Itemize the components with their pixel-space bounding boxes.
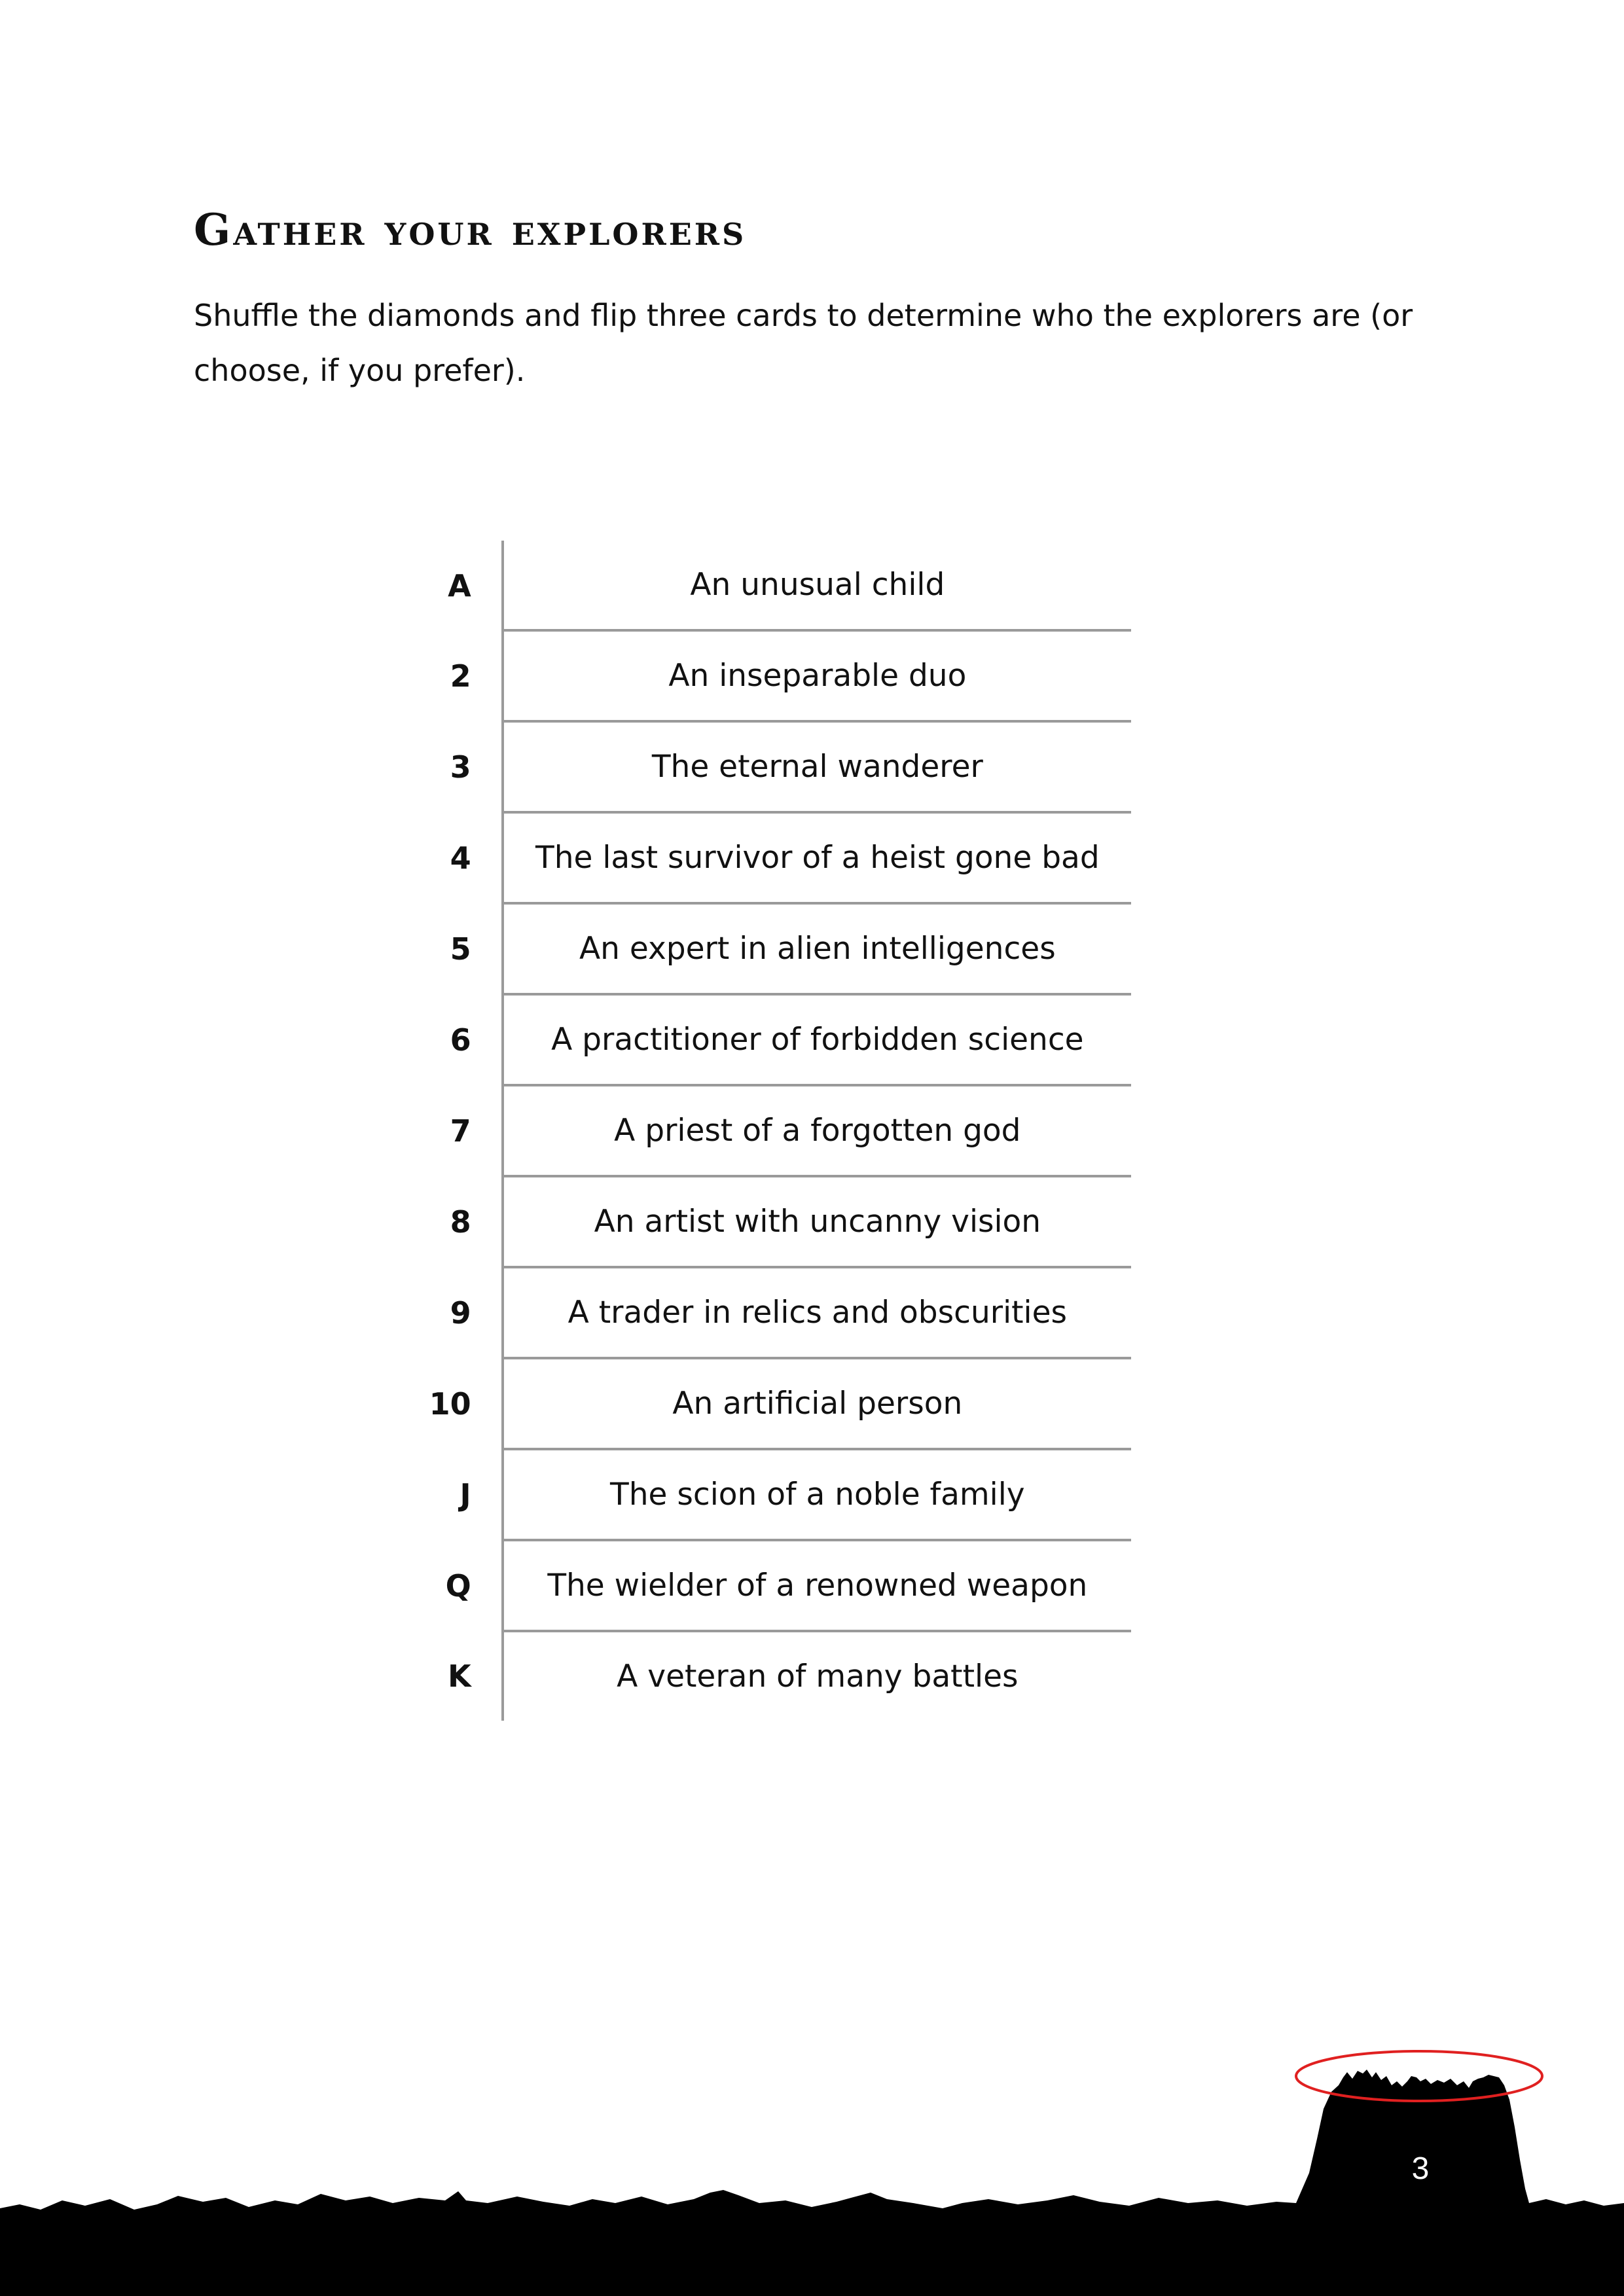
explorer-description: The last survivor of a heist gone bad <box>503 812 1131 903</box>
card-rank: 2 <box>367 630 503 721</box>
card-rank: 5 <box>367 903 503 994</box>
page-number: 3 <box>1411 2151 1430 2186</box>
card-rank: 10 <box>367 1358 503 1449</box>
card-rank: 4 <box>367 812 503 903</box>
explorer-description: An artist with uncanny vision <box>503 1176 1131 1267</box>
card-rank: 3 <box>367 721 503 812</box>
card-rank: K <box>367 1631 503 1721</box>
explorer-description: The wielder of a renowned weapon <box>503 1540 1131 1631</box>
explorer-description: A practitioner of forbidden science <box>503 994 1131 1085</box>
explorer-description: The eternal wanderer <box>503 721 1131 812</box>
explorer-description: An artificial person <box>503 1358 1131 1449</box>
explorer-description: An unusual child <box>503 541 1131 630</box>
explorer-description: An expert in alien intelligences <box>503 903 1131 994</box>
card-rank: 8 <box>367 1176 503 1267</box>
explorer-description: The scion of a noble family <box>503 1449 1131 1540</box>
card-rank: 7 <box>367 1085 503 1176</box>
page-title: Gather your explorers <box>194 204 747 255</box>
card-rank: Q <box>367 1540 503 1631</box>
card-rank: 9 <box>367 1267 503 1358</box>
explorer-description: A trader in relics and obscurities <box>503 1267 1131 1358</box>
card-rank: A <box>367 541 503 630</box>
intro-paragraph: Shuffle the diamonds and flip three cards to determine who the explorers are (or choose, if you prefer). <box>194 298 1413 388</box>
ground-silhouette <box>0 2070 1624 2296</box>
explorer-description: A veteran of many battles <box>617 1659 1019 1695</box>
card-rank: J <box>367 1449 503 1540</box>
explorer-description: An inseparable duo <box>503 630 1131 721</box>
card-rank: 6 <box>367 994 503 1085</box>
explorer-description: A priest of a forgotten god <box>503 1085 1131 1176</box>
